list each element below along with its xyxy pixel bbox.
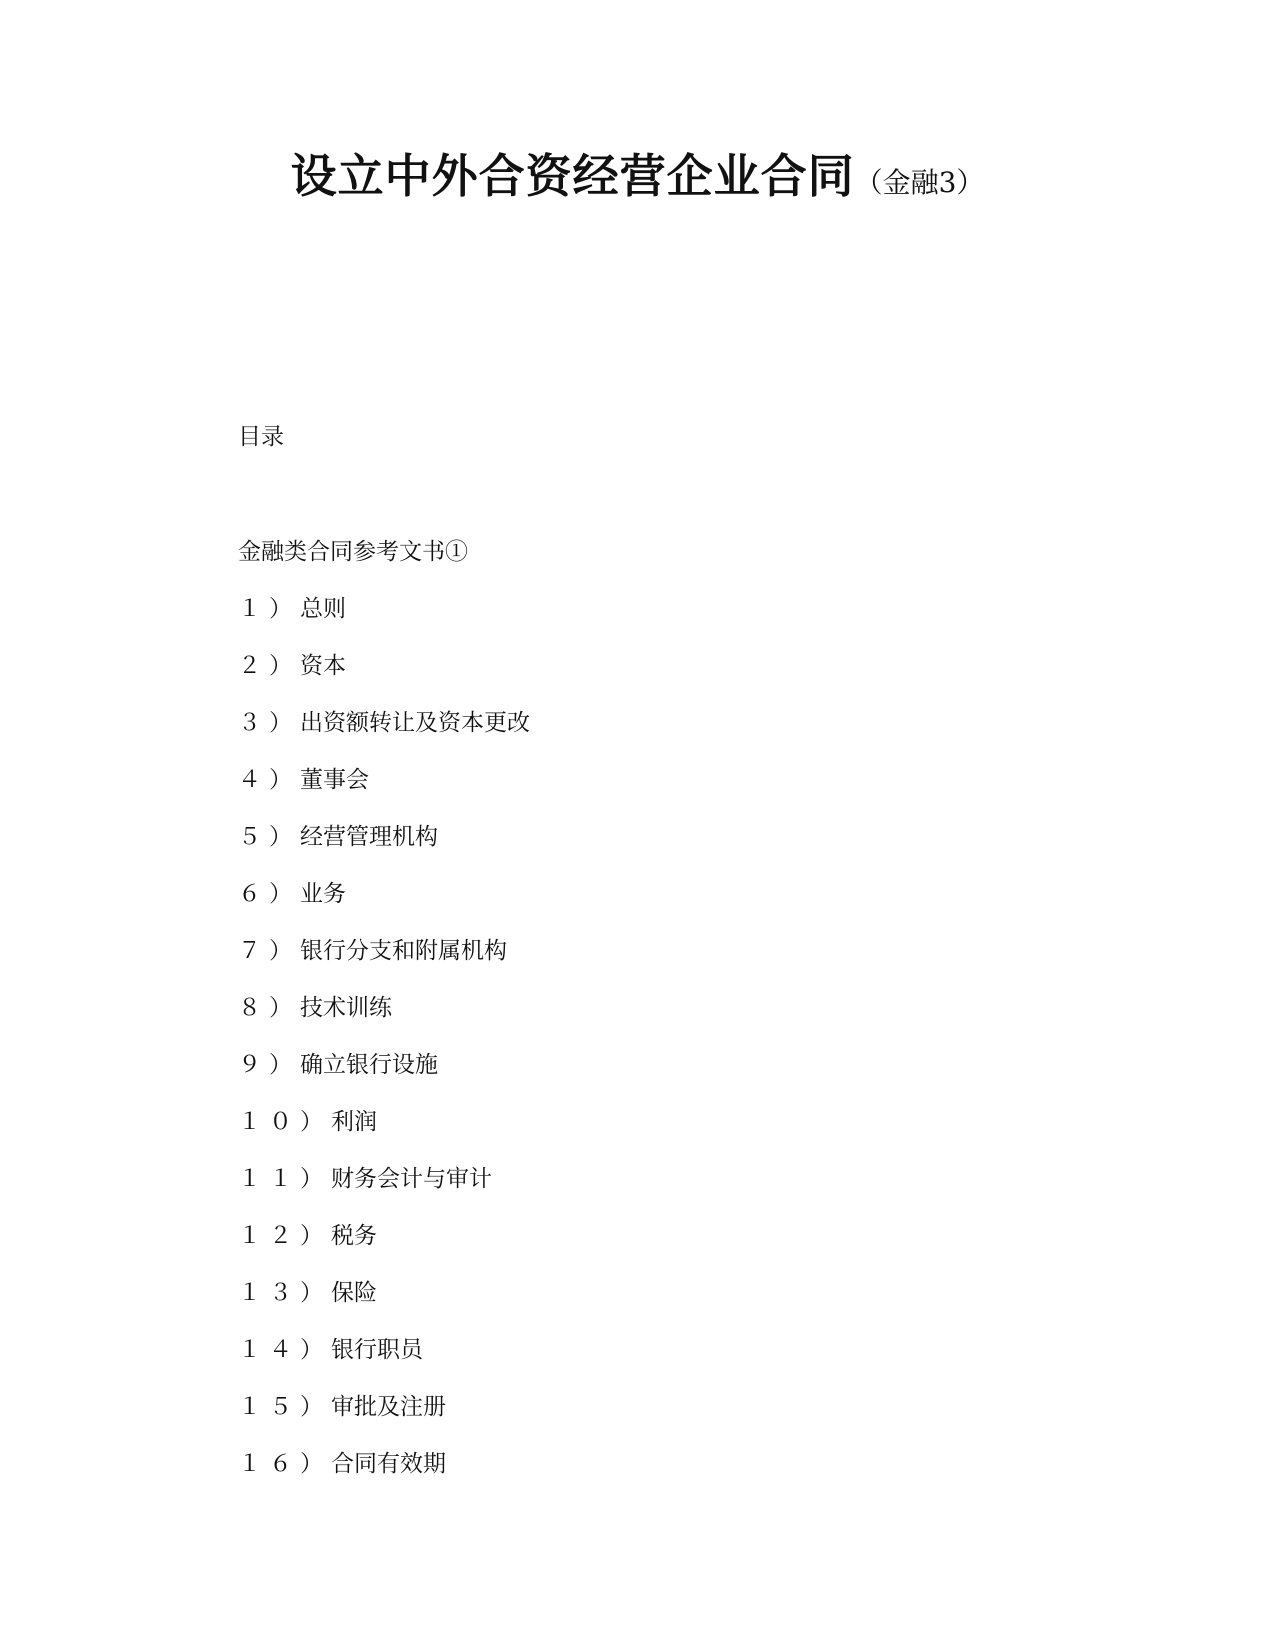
toc-heading: 目录 <box>238 424 284 450</box>
toc-item-number: ４） <box>238 767 300 793</box>
toc-item <box>238 1392 530 1449</box>
title-suffix: （金融3） <box>854 166 985 199</box>
toc-item-number: １６） <box>238 1451 331 1477</box>
toc-item <box>238 651 530 708</box>
toc-item <box>238 594 530 651</box>
toc-item-label: 业务 <box>300 881 346 907</box>
toc-item <box>238 822 530 879</box>
toc-item-number: １５） <box>238 1394 331 1420</box>
toc-item-number: １１） <box>238 1166 331 1192</box>
toc-item-number: ８） <box>238 995 300 1021</box>
toc-item-number: １４） <box>238 1337 331 1363</box>
toc-item-number: １） <box>238 596 300 622</box>
toc-list <box>238 594 530 1506</box>
toc-item-number: ２） <box>238 653 300 679</box>
toc-item-number: ３） <box>238 710 300 736</box>
toc-item <box>238 765 530 822</box>
toc-item-label: 保险 <box>331 1280 377 1306</box>
toc-item <box>238 1107 530 1164</box>
toc-item-label: 银行分支和附属机构 <box>300 938 507 964</box>
toc-item-number: １３） <box>238 1280 331 1306</box>
document-title <box>0 140 1275 206</box>
toc-item <box>238 936 530 993</box>
toc-item-label: 财务会计与审计 <box>331 1166 492 1192</box>
toc-item <box>238 1221 530 1278</box>
toc-item <box>238 879 530 936</box>
toc-item-number: １０） <box>238 1109 331 1135</box>
toc-item <box>238 1335 530 1392</box>
toc-item-number: １２） <box>238 1223 331 1249</box>
toc-item-label: 经营管理机构 <box>300 824 438 850</box>
toc-item <box>238 708 530 765</box>
toc-item-label: 总则 <box>300 596 346 622</box>
toc-item-label: 利润 <box>331 1109 377 1135</box>
toc-item-number: ９） <box>238 1052 300 1078</box>
toc-intro: 金融类合同参考文书① <box>238 539 468 565</box>
toc-item-label: 资本 <box>300 653 346 679</box>
toc-item-number: ７） <box>238 938 300 964</box>
toc-item-label: 税务 <box>331 1223 377 1249</box>
toc-item-label: 审批及注册 <box>331 1394 446 1420</box>
toc-item-number: ６） <box>238 881 300 907</box>
toc-item-label: 确立银行设施 <box>300 1052 438 1078</box>
toc-item <box>238 1164 530 1221</box>
toc-item-number: ５） <box>238 824 300 850</box>
toc-item <box>238 1050 530 1107</box>
toc-item-label: 出资额转让及资本更改 <box>300 710 530 736</box>
toc-item-label: 银行职员 <box>331 1337 423 1363</box>
toc-item-label: 合同有效期 <box>331 1451 446 1477</box>
toc-item-label: 董事会 <box>300 767 369 793</box>
toc-item <box>238 993 530 1050</box>
title-main: 设立中外合资经营企业合同 <box>290 149 855 203</box>
toc-item <box>238 1278 530 1335</box>
toc-item-label: 技术训练 <box>300 995 392 1021</box>
toc-item <box>238 1449 530 1506</box>
